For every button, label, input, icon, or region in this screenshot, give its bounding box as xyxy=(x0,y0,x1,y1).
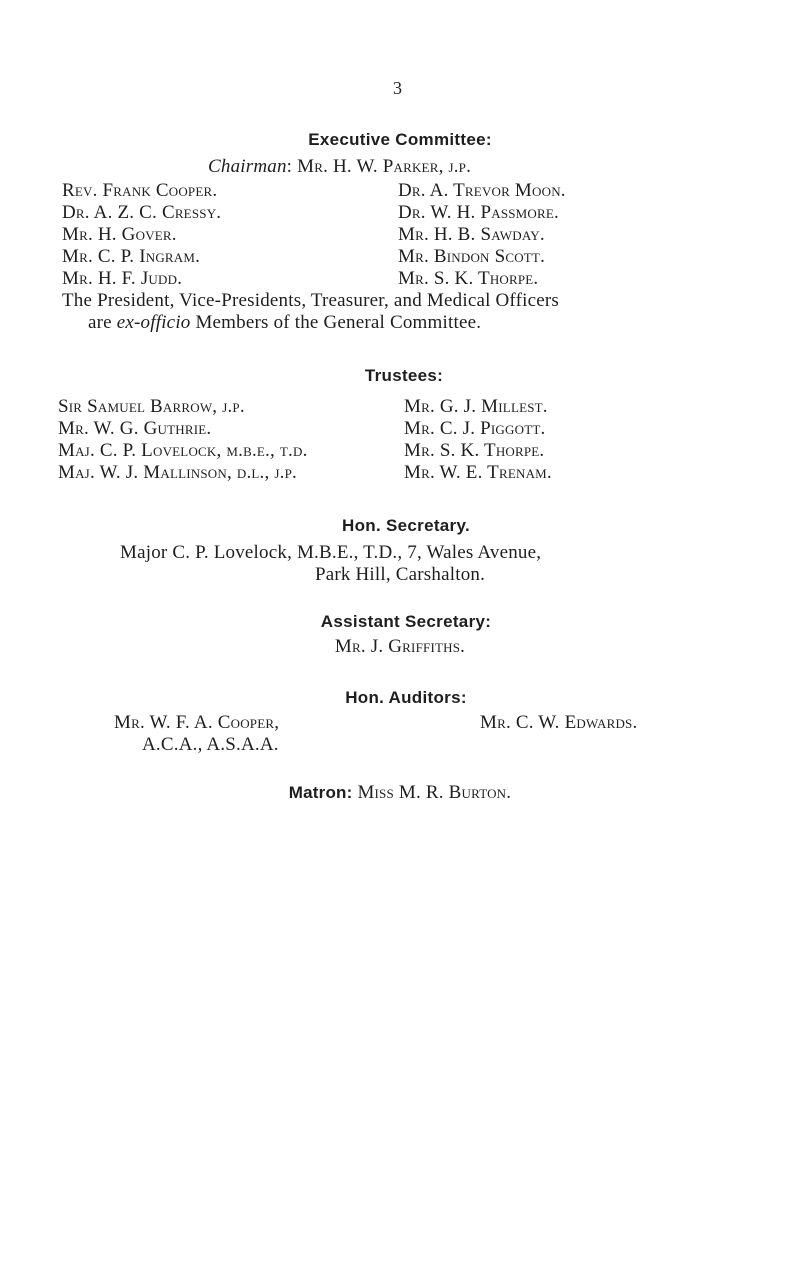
matron-name: Miss M. R. Burton. xyxy=(357,782,512,803)
secretary-heading: Hon. Secretary. xyxy=(342,516,470,535)
auditor-left-line2: A.C.A., A.S.A.A. xyxy=(142,734,279,755)
secretary-line2: Park Hill, Carshalton. xyxy=(314,564,486,585)
trustee-right: Mr. G. J. Millest. xyxy=(404,396,548,417)
note-post: Members of the General Committee. xyxy=(195,312,482,333)
auditors-heading: Hon. Auditors: xyxy=(345,688,467,707)
executive-member-right: Dr. A. Trevor Moon. xyxy=(398,180,566,201)
trustees-heading: Trustees: xyxy=(364,366,444,385)
trustee-left: Sir Samuel Barrow, j.p. xyxy=(58,396,245,417)
ex-officio-note-line1: The President, Vice-Presidents, Treasurer, and Medical Officers xyxy=(62,290,560,311)
executive-member-right: Mr. H. B. Sawday. xyxy=(398,224,545,245)
chairman-line xyxy=(208,156,471,178)
executive-member-left: Mr. C. P. Ingram. xyxy=(62,246,201,267)
matron-line xyxy=(0,782,800,804)
ex-officio-note-line2 xyxy=(88,312,481,334)
trustee-left: Maj. W. J. Mallinson, d.l., j.p. xyxy=(58,462,297,483)
assistant-secretary-heading: Assistant Secretary: xyxy=(320,612,492,631)
executive-committee-heading: Executive Committee: xyxy=(308,130,492,149)
auditor-right: Mr. C. W. Edwards. xyxy=(480,712,638,733)
secretary-line1: Major C. P. Lovelock, M.B.E., T.D., 7, Wales Avenue, xyxy=(120,542,542,563)
executive-member-left: Mr. H. Gover. xyxy=(62,224,177,245)
executive-member-left: Dr. A. Z. C. Cressy. xyxy=(62,202,222,223)
chairman-name: Mr. H. W. Parker, j.p. xyxy=(297,156,472,177)
trustee-left: Maj. C. P. Lovelock, m.b.e., t.d. xyxy=(58,440,308,461)
chairman-separator: : xyxy=(286,156,293,177)
auditor-left-line1: Mr. W. F. A. Cooper, xyxy=(114,712,280,733)
page-number: 3 xyxy=(393,78,402,98)
executive-member-left: Mr. H. F. Judd. xyxy=(62,268,183,289)
note-ex-officio: ex-officio xyxy=(116,312,191,333)
assistant-secretary-name: Mr. J. Griffiths. xyxy=(334,636,466,657)
trustee-right: Mr. C. J. Piggott. xyxy=(404,418,546,439)
note-pre: are xyxy=(88,312,112,333)
executive-member-right: Dr. W. H. Passmore. xyxy=(398,202,559,223)
trustee-right: Mr. W. E. Trenam. xyxy=(404,462,552,483)
executive-member-right: Mr. Bindon Scott. xyxy=(398,246,546,267)
chairman-label: Chairman xyxy=(208,156,287,177)
trustee-left: Mr. W. G. Guthrie. xyxy=(58,418,212,439)
executive-member-left: Rev. Frank Cooper. xyxy=(62,180,218,201)
matron-label: Matron: xyxy=(288,783,353,802)
trustee-right: Mr. S. K. Thorpe. xyxy=(404,440,545,461)
executive-member-right: Mr. S. K. Thorpe. xyxy=(398,268,539,289)
